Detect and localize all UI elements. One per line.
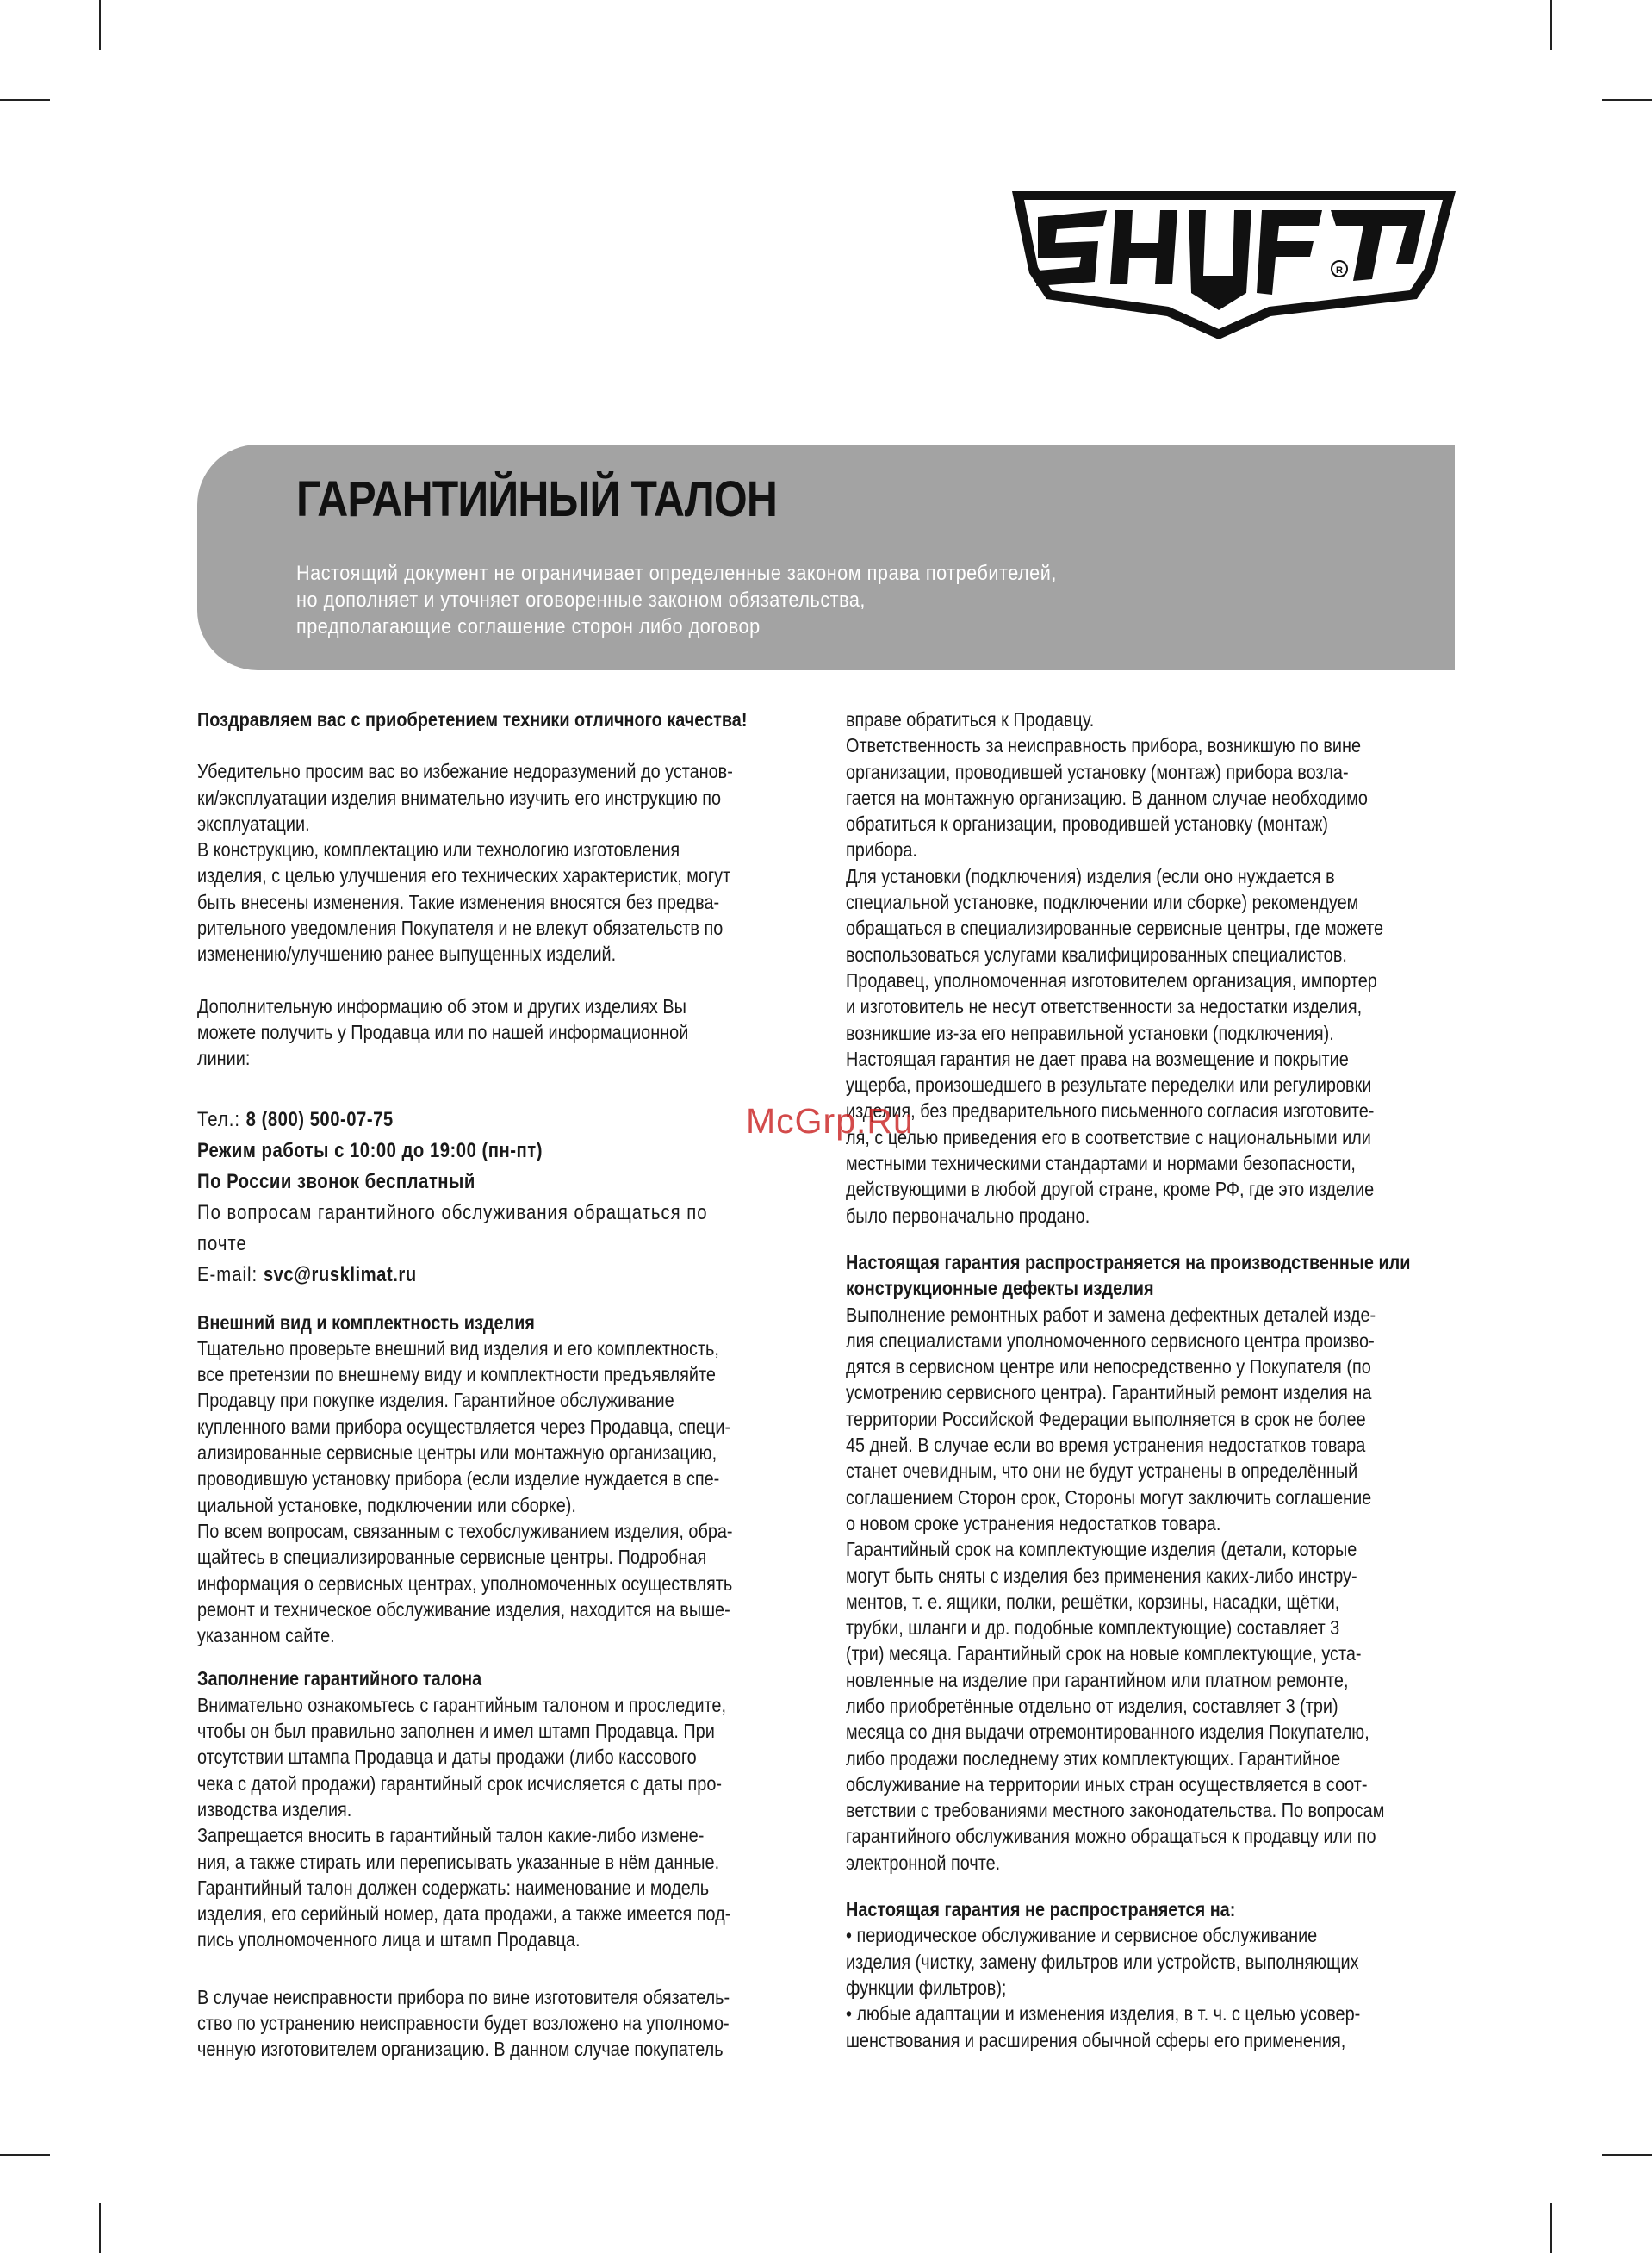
text-line: дятся в сервисном центре или непосредственно у Покупателя (по xyxy=(846,1355,1371,1379)
text-line: В случае неисправности прибора по вине изготовителя обязатель- xyxy=(197,1985,730,2008)
crop-mark xyxy=(99,2203,101,2253)
text-line: пись уполномоченного лица и штамп Продавца. xyxy=(197,1928,581,1951)
text-line: быть внесены изменения. Такие изменения вносятся без предва- xyxy=(197,890,720,913)
text-line: электронной почте. xyxy=(846,1851,1001,1874)
brand-logo xyxy=(1012,191,1456,339)
text-line: либо приобретённые отдельно от изделия, составляет 3 (три) xyxy=(846,1694,1338,1717)
text-line: территории Российской Федерации выполняется в срок не более xyxy=(846,1407,1366,1430)
text-line: было первоначально продано. xyxy=(846,1204,1090,1227)
email-line xyxy=(197,1260,817,1291)
text-line: месяца со дня выдачи отремонтированного изделия Покупателю, xyxy=(846,1721,1369,1744)
text-line: ки/эксплуатации изделия внимательно изучить его инструкцию по xyxy=(197,786,722,809)
phone-line xyxy=(197,1105,817,1136)
text-line: чтобы он был правильно заполнен и имел штамп Продавца. При xyxy=(197,1720,715,1743)
list-item: • любые адаптации и изменения изделия, в т. ч. с целью усовер- xyxy=(846,2002,1361,2026)
text-line: действующими в любой другой стране, кроме РФ, где это изделие xyxy=(846,1178,1375,1201)
text-line: Для установки (подключения) изделия (если оно нуждается в xyxy=(846,864,1335,887)
intro-paragraph xyxy=(197,758,817,967)
text-line: (три) месяца. Гарантийный срок на новые комплектующие, уста- xyxy=(846,1642,1362,1665)
contact-block xyxy=(197,1105,817,1291)
text-line: Убедительно просим вас во избежание недоразумений до установ- xyxy=(197,760,733,783)
right-column xyxy=(846,706,1466,2053)
text-line: ментов, т. е. ящики, полки, решётки, корзины, насадки, щётки, xyxy=(846,1590,1340,1613)
section-heading-exclusions: Настоящая гарантия не распространяется на: xyxy=(846,1898,1236,1921)
text-line: ализированные сервисные центры или монтажную организацию, xyxy=(197,1441,717,1465)
section-heading-defects: Настоящая гарантия распространяется на производственные или xyxy=(846,1250,1411,1273)
text-line: Продавец, уполномоченная изготовителем организация, импортер xyxy=(846,968,1377,992)
text-line: можете получить у Продавца или по нашей информационной xyxy=(197,1020,689,1043)
text-line: о новом сроке устранения недостатков товара. xyxy=(846,1511,1221,1534)
warranty-contact-line: почте xyxy=(197,1231,247,1255)
section-heading-filling: Заполнение гарантийного талона xyxy=(197,1667,482,1690)
text-line: воспользоваться услугами квалифицированных специалистов. xyxy=(846,943,1347,966)
filling-paragraph xyxy=(197,1692,817,1953)
left-column xyxy=(197,706,817,2063)
text-line: ченную изготовителем организацию. В данном случае покупатель xyxy=(197,2038,724,2061)
text-line: Гарантийный срок на комплектующие изделия (детали, которые xyxy=(846,1538,1357,1561)
text-line: соглашением Сторон срок, Стороны могут заключить соглашение xyxy=(846,1485,1372,1509)
text-line: изделия, без предварительного письменного согласия изготовите- xyxy=(846,1099,1375,1123)
list-item: шенствования и расширения обычной сферы его применения, xyxy=(846,2028,1346,2051)
text-line: лия специалистами уполномоченного сервисного центра произво- xyxy=(846,1329,1375,1352)
working-hours: Режим работы с 10:00 до 19:00 (пн-пт) xyxy=(197,1138,543,1162)
text-line: прибора. xyxy=(846,838,917,862)
header-subtitle xyxy=(296,560,1141,640)
text-line: рительного уведомления Покупателя и не влекут обязательств по xyxy=(197,917,724,940)
text-line: местными техническими стандартами и нормами безопасности, xyxy=(846,1152,1356,1175)
text-line: Дополнительную информацию об этом и других изделиях Вы xyxy=(197,994,686,1018)
text-line: специальной установке, подключении или сборке) рекомендуем xyxy=(846,891,1359,914)
text-line: 45 дней. В случае если во время устранения недостатков товара xyxy=(846,1434,1366,1457)
text-line: ля, с целью приведения его в соответствие с национальными или xyxy=(846,1125,1371,1148)
section-heading-appearance: Внешний вид и комплектность изделия xyxy=(197,1310,535,1334)
text-line: изделия, его серийный номер, дата продажи, а также имеется под- xyxy=(197,1902,731,1926)
text-line: Выполнение ремонтных работ и замена дефектных деталей изде- xyxy=(846,1303,1376,1326)
text-line: линии: xyxy=(197,1047,251,1070)
text-line: ния, а также стирать или переписывать указанные в нём данные. xyxy=(197,1850,720,1873)
crop-mark xyxy=(1550,2203,1552,2253)
text-line: Настоящая гарантия не дает права на возмещение и покрытие xyxy=(846,1047,1349,1070)
responsibility-paragraph xyxy=(846,706,1466,1229)
text-line: Ответственность за неисправность прибора, возникшую по вине xyxy=(846,734,1362,757)
text-line: По всем вопросам, связанным с техобслуживанием изделия, обра- xyxy=(197,1519,733,1542)
list-item: функции фильтров); xyxy=(846,1976,1007,1999)
section-heading-defects: конструкционные дефекты изделия xyxy=(846,1277,1154,1300)
text-line: либо продажи последнему этих комплектующих. Гарантийное xyxy=(846,1746,1341,1770)
email-label: E-mail: xyxy=(197,1262,264,1286)
text-line: Гарантийный талон должен содержать: наименование и модель xyxy=(197,1876,710,1899)
crop-mark xyxy=(1602,2154,1652,2156)
crop-mark xyxy=(0,2154,50,2156)
text-line: В конструкцию, комплектацию или технологию изготовления xyxy=(197,838,680,862)
exclusions-list xyxy=(846,1922,1466,2052)
text-line: вправе обратиться к Продавцу. xyxy=(846,708,1095,731)
crop-mark xyxy=(0,99,50,101)
email-link[interactable]: svc@rusklimat.ru xyxy=(263,1262,417,1286)
text-line: изводства изделия. xyxy=(197,1797,352,1820)
phone-label: Тел.: xyxy=(197,1107,246,1131)
text-line: организации, проводившей установку (монтаж) прибора возла- xyxy=(846,760,1349,783)
list-item: • периодическое обслуживание и сервисное обслуживание xyxy=(846,1924,1318,1947)
subtitle-line: но дополняет и уточняет оговоренные законом обязательства, xyxy=(296,588,866,612)
crop-mark xyxy=(1602,99,1652,101)
text-line: ство по устранению неисправности будет возложено на уполномо- xyxy=(197,2011,730,2034)
malfunction-paragraph xyxy=(197,1984,817,2063)
text-line: обслуживание на территории иных стран осуществляется в соот- xyxy=(846,1772,1368,1796)
text-line: чека с датой продажи) гарантийный срок исчисляется с даты про- xyxy=(197,1771,722,1795)
free-call-note: По России звонок бесплатный xyxy=(197,1169,475,1193)
text-line: ветствии с требованиями местного законодательства. По вопросам xyxy=(846,1799,1385,1822)
warranty-contact-line: По вопросам гарантийного обслуживания обращаться по xyxy=(197,1200,708,1224)
text-line: указанном сайте. xyxy=(197,1624,335,1647)
congrats-heading: Поздравляем вас с приобретением техники отличного качества! xyxy=(197,708,748,731)
text-line: щайтесь в специализированные сервисные центры. Подробная xyxy=(197,1546,707,1569)
text-line: и изготовитель не несут ответственности за недостатки изделия, xyxy=(846,995,1363,1018)
crop-mark xyxy=(1550,0,1552,50)
phone-number[interactable]: 8 (800) 500-07-75 xyxy=(245,1107,394,1131)
text-line: гается на монтажную организацию. В данном случае необходимо xyxy=(846,786,1368,809)
text-line: Запрещается вносить в гарантийный талон какие-либо измене- xyxy=(197,1824,705,1847)
text-line: обращаться в специализированные сервисные центры, где можете xyxy=(846,917,1384,940)
text-line: усмотрению сервисного центра). Гарантийный ремонт изделия на xyxy=(846,1381,1372,1404)
crop-mark xyxy=(99,0,101,50)
text-line: возникшие из-за его неправильной установки (подключения). xyxy=(846,1021,1334,1044)
text-line: проводившую установку прибора (если изделие нуждается в спе- xyxy=(197,1467,720,1491)
text-line: изделия, с целью улучшения его технических характеристик, могут xyxy=(197,864,731,887)
text-line: новленные на изделие при гарантийном или платном ремонте, xyxy=(846,1668,1349,1691)
info-paragraph xyxy=(197,993,817,1072)
subtitle-line: предполагающие соглашение сторон либо договор xyxy=(296,615,761,638)
list-item: изделия (чистку, замену фильтров или устройств, выполняющих xyxy=(846,1950,1359,1973)
text-line: Продавцу при покупке изделия. Гарантийное обслуживание xyxy=(197,1389,674,1412)
header-banner xyxy=(197,445,1455,670)
text-line: обратиться к организации, проводившей установку (монтаж) xyxy=(846,812,1328,836)
defects-paragraph xyxy=(846,1302,1466,1876)
text-line: купленного вами прибора осуществляется через Продавца, специ- xyxy=(197,1415,731,1438)
text-line: Тщательно проверьте внешний вид изделия и его комплектность, xyxy=(197,1336,719,1360)
text-line: станет очевидным, что они не будут устранены в определённый xyxy=(846,1459,1358,1483)
text-line: могут быть сняты с изделия без применения каких-либо инстру- xyxy=(846,1564,1357,1587)
text-line: все претензии по внешнему виду и комплектности предъявляйте xyxy=(197,1363,716,1386)
text-line: эксплуатации. xyxy=(197,812,310,835)
text-line: трубки, шланги и др. подобные комплектующие) составляет 3 xyxy=(846,1616,1340,1640)
text-line: изменению/улучшению ранее выпущенных изделий. xyxy=(197,943,617,966)
subtitle-line: Настоящий документ не ограничивает определенные законом права потребителей, xyxy=(296,562,1057,585)
svg-text:R: R xyxy=(1336,265,1343,276)
text-line: ремонт и техническое обслуживание изделия, находится на выше- xyxy=(197,1597,730,1621)
watermark: McGrp.Ru xyxy=(746,1101,914,1141)
text-line: ущерба, произошедшего в результате переделки или регулировки xyxy=(846,1074,1372,1097)
text-line: циальной установке, подключении или сборке). xyxy=(197,1493,576,1516)
page-title: ГАРАНТИЙНЫЙ ТАЛОН xyxy=(296,471,777,527)
text-line: Внимательно ознакомьтесь с гарантийным талоном и проследите, xyxy=(197,1693,726,1716)
text-line: отсутствии штампа Продавца и даты продажи (либо кассового xyxy=(197,1746,697,1769)
text-line: информация о сервисных центрах, уполномоченных осуществлять xyxy=(197,1571,733,1595)
appearance-paragraph xyxy=(197,1335,817,1649)
text-line: гарантийного обслуживания можно обращаться к продавцу или по xyxy=(846,1825,1376,1848)
